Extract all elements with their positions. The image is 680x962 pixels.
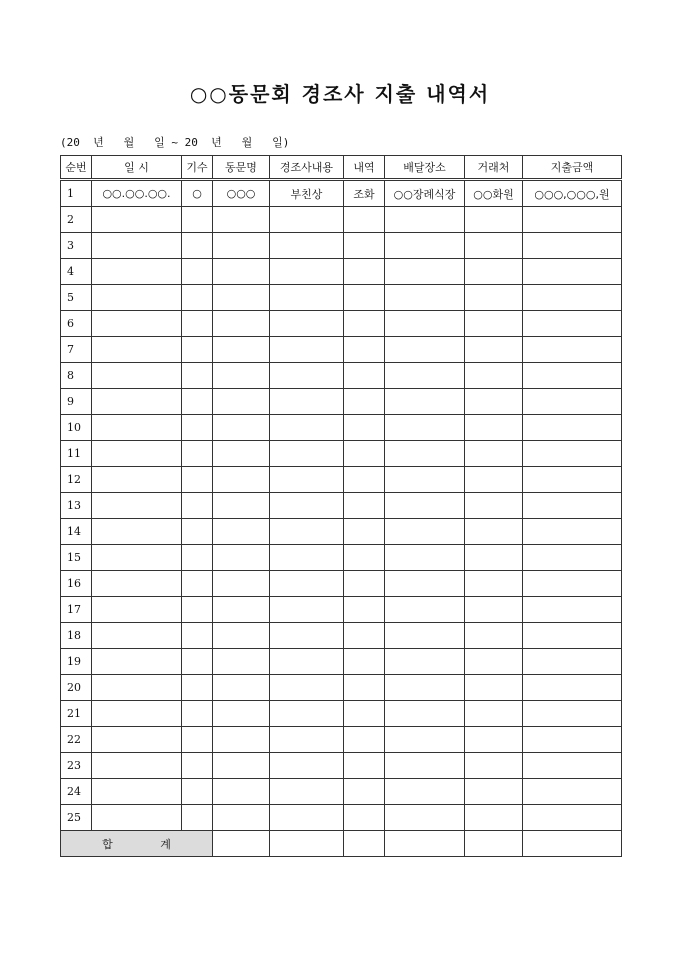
row-number: 18 (61, 623, 92, 649)
cell-amount (523, 701, 622, 727)
cell-class-year (182, 727, 213, 753)
cell-vendor (465, 753, 523, 779)
cell-datetime (92, 207, 182, 233)
cell-datetime (92, 259, 182, 285)
expense-table (60, 155, 622, 857)
cell-alumni-name (213, 779, 270, 805)
cell-delivery-place (385, 701, 465, 727)
cell-class-year (182, 571, 213, 597)
cell-amount (523, 597, 622, 623)
header-delivery-place: 배달장소 (385, 156, 465, 180)
total-cell (465, 831, 523, 857)
cell-datetime (92, 337, 182, 363)
cell-item (344, 285, 385, 311)
row-number: 24 (61, 779, 92, 805)
cell-amount (523, 233, 622, 259)
total-cell (270, 831, 344, 857)
cell-delivery-place (385, 285, 465, 311)
row-number: 14 (61, 519, 92, 545)
cell-item (344, 649, 385, 675)
cell-class-year (182, 207, 213, 233)
cell-event (270, 519, 344, 545)
cell-datetime (92, 467, 182, 493)
cell-vendor (465, 597, 523, 623)
cell-delivery-place (385, 727, 465, 753)
cell-alumni-name (213, 675, 270, 701)
cell-alumni-name (213, 363, 270, 389)
cell-class-year (182, 389, 213, 415)
cell-delivery-place (385, 519, 465, 545)
table-row (61, 571, 622, 597)
cell-alumni-name (213, 207, 270, 233)
table-row (61, 597, 622, 623)
cell-datetime (92, 545, 182, 571)
cell-datetime (92, 233, 182, 259)
table-row (61, 441, 622, 467)
cell-alumni-name (213, 571, 270, 597)
cell-alumni-name (213, 441, 270, 467)
table-row (61, 415, 622, 441)
cell-alumni-name (213, 285, 270, 311)
cell-datetime (92, 753, 182, 779)
cell-event (270, 701, 344, 727)
cell-amount (523, 415, 622, 441)
cell-delivery-place (385, 545, 465, 571)
total-amount-cell (523, 831, 622, 857)
cell-vendor (465, 311, 523, 337)
cell-alumni-name (213, 415, 270, 441)
cell-vendor (465, 805, 523, 831)
cell-delivery-place (385, 753, 465, 779)
cell-event (270, 649, 344, 675)
cell-item (344, 545, 385, 571)
cell-event (270, 545, 344, 571)
cell-vendor (465, 649, 523, 675)
cell-delivery-place (385, 623, 465, 649)
cell-amount (523, 363, 622, 389)
cell-datetime: ○○.○○.○○. (92, 180, 182, 207)
cell-delivery-place (385, 233, 465, 259)
row-number: 5 (61, 285, 92, 311)
table-row (61, 675, 622, 701)
cell-item (344, 311, 385, 337)
cell-class-year: ○ (182, 180, 213, 207)
cell-datetime (92, 493, 182, 519)
cell-vendor (465, 285, 523, 311)
cell-vendor: ○○화원 (465, 180, 523, 207)
cell-delivery-place (385, 467, 465, 493)
cell-alumni-name (213, 805, 270, 831)
cell-datetime (92, 649, 182, 675)
table-row (61, 701, 622, 727)
table-row (61, 363, 622, 389)
cell-event (270, 623, 344, 649)
row-number: 15 (61, 545, 92, 571)
header-vendor: 거래처 (465, 156, 523, 180)
cell-event: 부친상 (270, 180, 344, 207)
cell-event (270, 337, 344, 363)
cell-item (344, 259, 385, 285)
table-row (61, 259, 622, 285)
cell-item (344, 207, 385, 233)
cell-class-year (182, 675, 213, 701)
cell-event (270, 753, 344, 779)
cell-datetime (92, 675, 182, 701)
cell-vendor (465, 623, 523, 649)
cell-amount (523, 675, 622, 701)
cell-vendor (465, 259, 523, 285)
cell-event (270, 233, 344, 259)
row-number: 9 (61, 389, 92, 415)
table-row (61, 519, 622, 545)
cell-alumni-name (213, 233, 270, 259)
cell-vendor (465, 493, 523, 519)
cell-delivery-place (385, 311, 465, 337)
cell-event (270, 805, 344, 831)
period-line: (20 년 월 일 ~ 20 년 월 일) (60, 136, 290, 149)
cell-vendor (465, 571, 523, 597)
cell-class-year (182, 545, 213, 571)
table-row (61, 467, 622, 493)
cell-event (270, 207, 344, 233)
cell-class-year (182, 415, 213, 441)
cell-amount (523, 311, 622, 337)
cell-delivery-place (385, 389, 465, 415)
row-number: 3 (61, 233, 92, 259)
cell-delivery-place (385, 493, 465, 519)
cell-class-year (182, 701, 213, 727)
cell-item (344, 493, 385, 519)
cell-datetime (92, 285, 182, 311)
cell-delivery-place (385, 441, 465, 467)
cell-delivery-place (385, 571, 465, 597)
cell-vendor (465, 519, 523, 545)
cell-item (344, 623, 385, 649)
cell-datetime (92, 363, 182, 389)
cell-class-year (182, 311, 213, 337)
row-number: 11 (61, 441, 92, 467)
header-no: 순번 (61, 156, 92, 180)
cell-vendor (465, 363, 523, 389)
cell-delivery-place (385, 363, 465, 389)
row-number: 21 (61, 701, 92, 727)
table-row (61, 623, 622, 649)
cell-alumni-name (213, 389, 270, 415)
cell-datetime (92, 805, 182, 831)
cell-item (344, 779, 385, 805)
table-row (61, 311, 622, 337)
cell-amount (523, 389, 622, 415)
cell-amount (523, 649, 622, 675)
header-datetime: 일 시 (92, 156, 182, 180)
row-number: 7 (61, 337, 92, 363)
cell-delivery-place (385, 337, 465, 363)
row-number: 12 (61, 467, 92, 493)
cell-item (344, 337, 385, 363)
cell-alumni-name (213, 649, 270, 675)
cell-class-year (182, 779, 213, 805)
cell-item (344, 389, 385, 415)
cell-event (270, 597, 344, 623)
cell-item: 조화 (344, 180, 385, 207)
cell-class-year (182, 597, 213, 623)
total-cell (385, 831, 465, 857)
cell-class-year (182, 285, 213, 311)
cell-class-year (182, 649, 213, 675)
header-amount: 지출금액 (523, 156, 622, 180)
cell-class-year (182, 441, 213, 467)
row-number: 20 (61, 675, 92, 701)
cell-amount (523, 805, 622, 831)
header-class-year: 기수 (182, 156, 213, 180)
cell-amount (523, 545, 622, 571)
cell-amount (523, 493, 622, 519)
table-row (61, 727, 622, 753)
cell-datetime (92, 519, 182, 545)
total-cell (213, 831, 270, 857)
cell-datetime (92, 441, 182, 467)
header-event: 경조사내용 (270, 156, 344, 180)
cell-event (270, 779, 344, 805)
cell-event (270, 493, 344, 519)
cell-delivery-place (385, 779, 465, 805)
cell-alumni-name (213, 311, 270, 337)
row-number: 8 (61, 363, 92, 389)
cell-amount: ○○○,○○○,원 (523, 180, 622, 207)
cell-item (344, 675, 385, 701)
table-row (61, 649, 622, 675)
cell-delivery-place (385, 805, 465, 831)
cell-event (270, 727, 344, 753)
cell-vendor (465, 701, 523, 727)
cell-alumni-name (213, 701, 270, 727)
cell-delivery-place (385, 259, 465, 285)
table-row (61, 389, 622, 415)
cell-amount (523, 467, 622, 493)
cell-vendor (465, 675, 523, 701)
cell-item (344, 701, 385, 727)
total-cell (344, 831, 385, 857)
cell-class-year (182, 259, 213, 285)
cell-vendor (465, 389, 523, 415)
cell-datetime (92, 415, 182, 441)
cell-event (270, 311, 344, 337)
cell-amount (523, 207, 622, 233)
cell-amount (523, 779, 622, 805)
table-row (61, 233, 622, 259)
cell-datetime (92, 389, 182, 415)
cell-event (270, 441, 344, 467)
cell-alumni-name (213, 337, 270, 363)
cell-item (344, 805, 385, 831)
header-alumni-name: 동문명 (213, 156, 270, 180)
row-number: 6 (61, 311, 92, 337)
row-number: 22 (61, 727, 92, 753)
total-label: 합 계 (61, 831, 213, 857)
cell-amount (523, 519, 622, 545)
cell-item (344, 233, 385, 259)
table-row (61, 545, 622, 571)
cell-alumni-name (213, 493, 270, 519)
cell-alumni-name (213, 597, 270, 623)
cell-delivery-place (385, 415, 465, 441)
cell-amount (523, 285, 622, 311)
cell-item (344, 415, 385, 441)
table-row (61, 180, 622, 207)
cell-class-year (182, 363, 213, 389)
cell-item (344, 519, 385, 545)
cell-vendor (465, 727, 523, 753)
header-item: 내역 (344, 156, 385, 180)
cell-event (270, 467, 344, 493)
row-number: 10 (61, 415, 92, 441)
table-row (61, 779, 622, 805)
cell-datetime (92, 571, 182, 597)
cell-alumni-name (213, 623, 270, 649)
cell-vendor (465, 415, 523, 441)
cell-delivery-place (385, 675, 465, 701)
cell-event (270, 389, 344, 415)
cell-vendor (465, 467, 523, 493)
cell-datetime (92, 701, 182, 727)
table-row (61, 337, 622, 363)
cell-delivery-place (385, 597, 465, 623)
cell-amount (523, 727, 622, 753)
cell-alumni-name (213, 259, 270, 285)
cell-event (270, 675, 344, 701)
cell-amount (523, 259, 622, 285)
row-number: 2 (61, 207, 92, 233)
cell-datetime (92, 623, 182, 649)
table-row (61, 805, 622, 831)
cell-event (270, 259, 344, 285)
document-title: ○○동문회 경조사 지출 내역서 (189, 82, 491, 106)
cell-amount (523, 623, 622, 649)
cell-amount (523, 571, 622, 597)
cell-datetime (92, 779, 182, 805)
table-row (61, 753, 622, 779)
row-number: 13 (61, 493, 92, 519)
row-number: 23 (61, 753, 92, 779)
cell-item (344, 441, 385, 467)
cell-class-year (182, 233, 213, 259)
cell-alumni-name (213, 467, 270, 493)
table-row (61, 207, 622, 233)
cell-item (344, 571, 385, 597)
cell-alumni-name (213, 727, 270, 753)
row-number: 16 (61, 571, 92, 597)
cell-class-year (182, 805, 213, 831)
cell-vendor (465, 441, 523, 467)
cell-event (270, 415, 344, 441)
cell-vendor (465, 207, 523, 233)
cell-amount (523, 441, 622, 467)
cell-vendor (465, 233, 523, 259)
cell-amount (523, 753, 622, 779)
cell-alumni-name (213, 519, 270, 545)
cell-class-year (182, 519, 213, 545)
row-number: 1 (61, 180, 92, 207)
cell-vendor (465, 779, 523, 805)
cell-alumni-name: ○○○ (213, 180, 270, 207)
total-row (61, 831, 622, 857)
cell-amount (523, 337, 622, 363)
row-number: 4 (61, 259, 92, 285)
cell-delivery-place: ○○장례식장 (385, 180, 465, 207)
cell-datetime (92, 597, 182, 623)
cell-item (344, 467, 385, 493)
cell-item (344, 753, 385, 779)
row-number: 17 (61, 597, 92, 623)
cell-alumni-name (213, 753, 270, 779)
table-row (61, 285, 622, 311)
cell-datetime (92, 311, 182, 337)
row-number: 19 (61, 649, 92, 675)
cell-vendor (465, 545, 523, 571)
cell-event (270, 363, 344, 389)
cell-vendor (465, 337, 523, 363)
cell-item (344, 597, 385, 623)
cell-item (344, 727, 385, 753)
row-number: 25 (61, 805, 92, 831)
cell-class-year (182, 337, 213, 363)
cell-class-year (182, 493, 213, 519)
cell-item (344, 363, 385, 389)
cell-event (270, 571, 344, 597)
table-row (61, 493, 622, 519)
cell-event (270, 285, 344, 311)
cell-delivery-place (385, 649, 465, 675)
header-row (61, 156, 622, 180)
cell-class-year (182, 753, 213, 779)
cell-datetime (92, 727, 182, 753)
cell-alumni-name (213, 545, 270, 571)
cell-class-year (182, 623, 213, 649)
cell-delivery-place (385, 207, 465, 233)
cell-class-year (182, 467, 213, 493)
